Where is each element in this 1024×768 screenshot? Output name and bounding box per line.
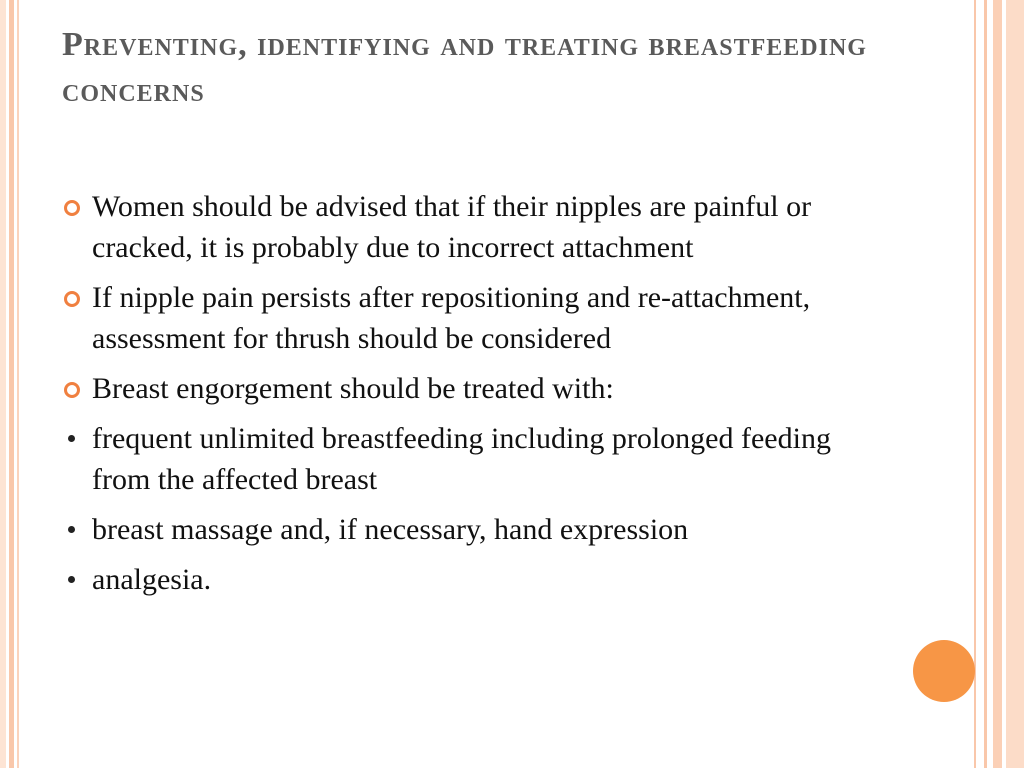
right-decoration-stripes <box>974 0 1024 768</box>
dot-bullet-icon <box>62 521 80 539</box>
orange-ring-bullet-icon <box>62 289 80 307</box>
orange-circle-decoration <box>913 640 975 702</box>
stripe <box>1006 0 1024 768</box>
stripe <box>976 0 984 768</box>
orange-ring-bullet-icon <box>62 380 80 398</box>
orange-ring-bullet-icon <box>62 198 80 216</box>
list-item-text: analgesia. <box>92 563 212 596</box>
list-item-text: Women should be advised that if their nipples are painful or cracked, it is probably due to incorrect attachment <box>92 190 812 264</box>
stripe <box>17 0 19 768</box>
stripe <box>993 0 1002 768</box>
list-item <box>62 277 882 359</box>
list-item-text: breast massage and, if necessary, hand expression <box>92 513 689 546</box>
bullet-list <box>62 186 882 609</box>
dot-bullet-icon <box>62 571 80 589</box>
list-item <box>62 368 882 409</box>
list-item <box>62 559 882 600</box>
list-item-text: If nipple pain persists after repositioning and re-attachment, assessment for thrush should be considered <box>92 281 811 355</box>
list-item <box>62 418 882 500</box>
list-item-text: Breast engorgement should be treated with: <box>92 372 614 405</box>
slide-title: Preventing, identifying and treating breastfeeding concerns <box>62 26 867 109</box>
dot-bullet-icon <box>62 430 80 448</box>
left-decoration-stripes <box>0 0 22 768</box>
list-item <box>62 509 882 550</box>
list-item <box>62 186 882 268</box>
list-item-text: frequent unlimited breastfeeding including prolonged feeding from the affected breast <box>92 422 831 496</box>
